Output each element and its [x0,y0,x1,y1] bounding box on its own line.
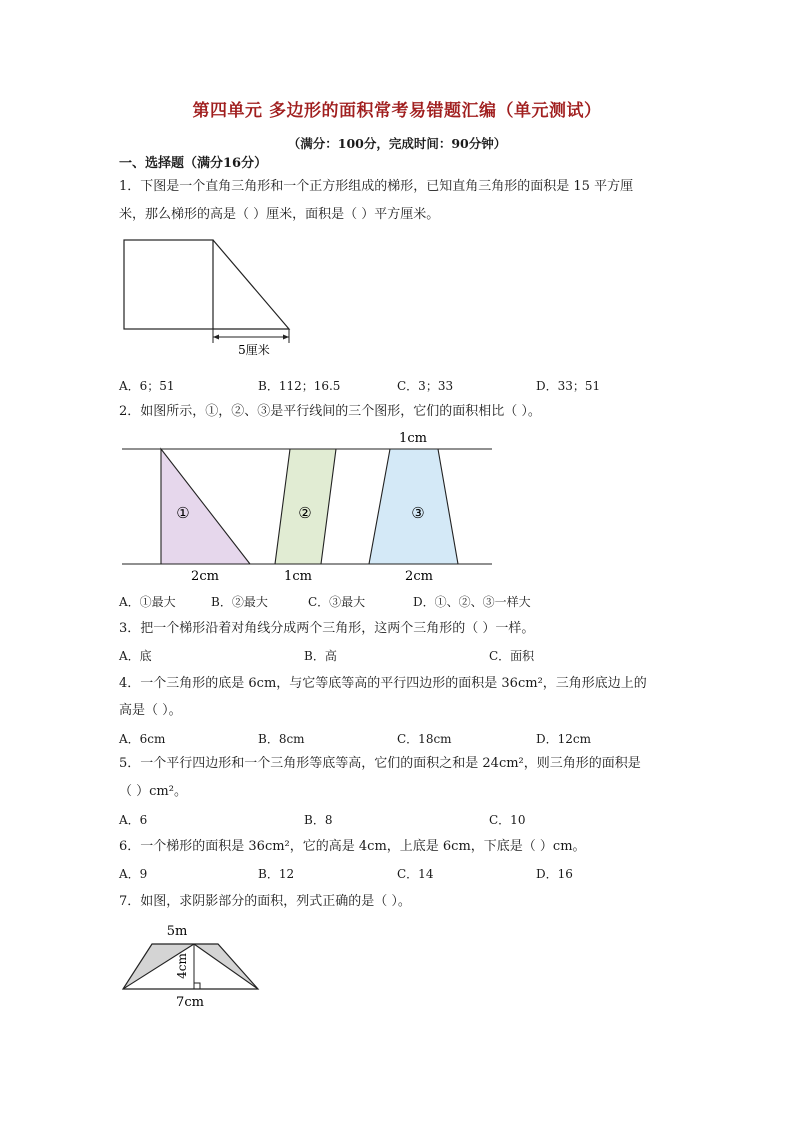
q1-option-d: D．33；51 [536,379,601,393]
top-base-label: 5m [166,924,188,939]
question-3-line-1: 3．把一个梯形沿着对角线分成两个三角形，这两个三角形的（ ）一样。 [119,621,535,636]
page-subtitle: （满分：100分，完成时间：90分钟） [287,136,507,151]
bottom-label-1: 2cm [191,569,219,584]
q5-option-c: C．10 [489,813,526,827]
q5-option-a: A．6 [119,813,148,827]
q4-option-c: C．18cm [397,732,452,746]
bottom-label-3: 2cm [405,569,433,584]
right-angle-marker [194,983,200,989]
question-4-line-1: 4．一个三角形的底是 6cm，与它等底等高的平行四边形的面积是 36cm²，三角形底边上的 [119,676,647,691]
q6-option-c: C．14 [397,867,434,881]
q1-option-c: C．3；33 [397,379,454,393]
top-width-label: 1cm [399,431,427,446]
bottom-base-label: 7cm [176,995,204,1010]
question-2-line-1: 2．如图所示，①，②、③是平行线间的三个图形，它们的面积相比（ ）。 [119,404,541,419]
q3-option-b: B．高 [304,649,337,663]
bottom-label-2: 1cm [284,569,312,584]
question-1-line-1: 1．下图是一个直角三角形和一个正方形组成的梯形，已知直角三角形的面积是 15 平方厘 [119,179,634,194]
question-4-line-2: 高是（ ）。 [119,703,182,718]
dimension-label: 5厘米 [238,343,270,357]
q3-option-a: A．底 [119,649,152,663]
question-5-line-2: （ ）cm²。 [119,784,187,799]
q1-option-a: A．6；51 [119,379,175,393]
q2-option-b: B．②最大 [211,595,268,609]
shape-label-3: ③ [411,504,425,522]
question-6-line-1: 6．一个梯形的面积是 36cm²，它的高是 4cm，上底是 6cm，下底是（ ）cm。 [119,839,586,854]
section-heading: 一、选择题（满分16分） [119,156,268,171]
shape-label-1: ① [176,504,190,522]
question-1-line-2: 米，那么梯形的高是（ ）厘米，面积是（ ）平方厘米。 [119,207,440,222]
q3-option-c: C．面积 [489,649,535,663]
diagonal-right [194,944,258,989]
height-label: 4cm [175,953,189,979]
question-5-line-1: 5．一个平行四边形和一个三角形等底等高，它们的面积之和是 24cm²，则三角形的面积是 [119,756,641,771]
q6-option-d: D．16 [536,867,573,881]
q6-option-a: A．9 [119,867,148,881]
q6-option-b: B．12 [258,867,295,881]
q4-option-a: A．6cm [119,732,166,746]
q4-option-d: D．12cm [536,732,591,746]
q2-option-d: D．①、②、③一样大 [413,595,531,609]
q4-option-b: B．8cm [258,732,305,746]
q2-option-a: A．①最大 [119,595,176,609]
q5-option-b: B．8 [304,813,333,827]
q1-option-b: B．112；16.5 [258,379,341,393]
q2-option-c: C．③最大 [308,595,366,609]
question-7-line-1: 7．如图，求阴影部分的面积，列式正确的是（ ）。 [119,894,411,909]
shape-label-2: ② [298,504,312,522]
page-title: 第四单元 多边形的面积常考易错题汇编（单元测试） [192,101,602,121]
